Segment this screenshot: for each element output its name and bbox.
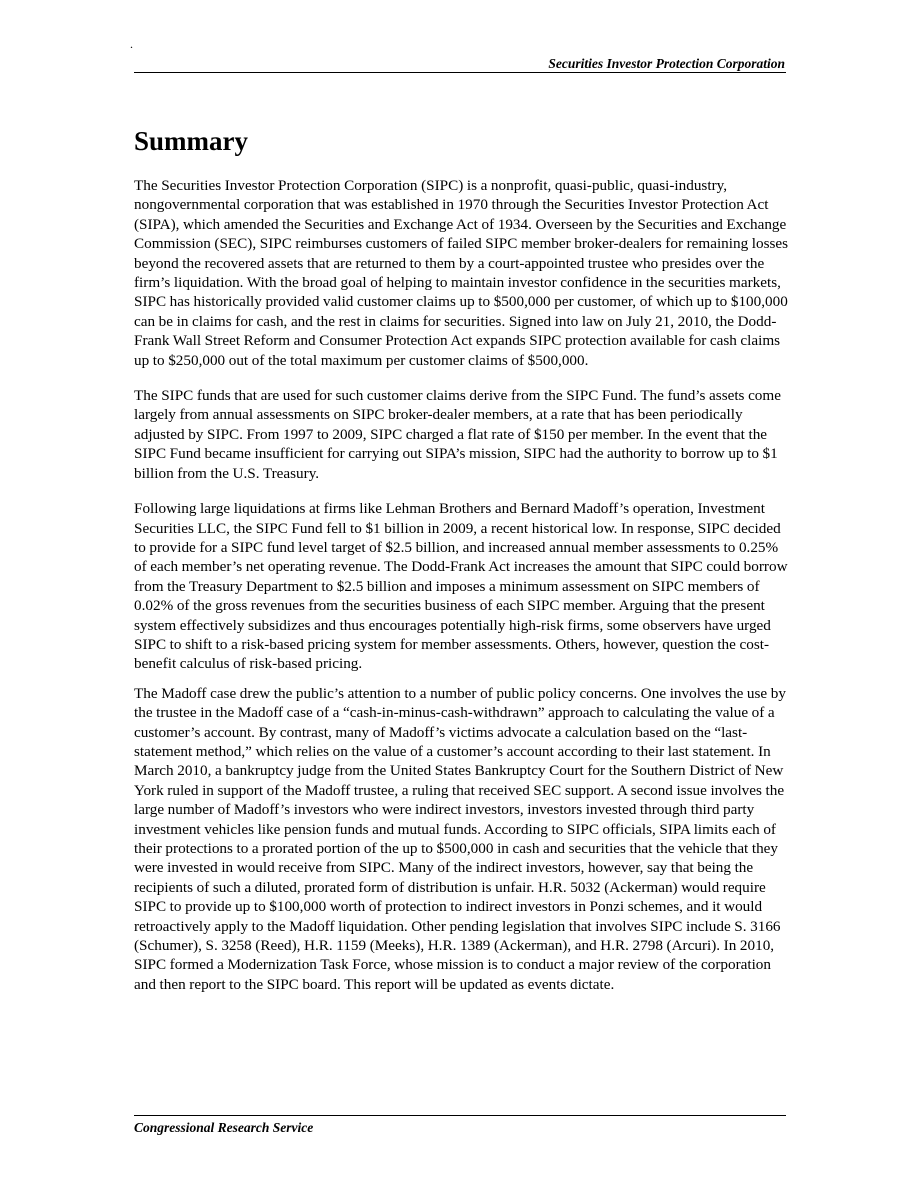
summary-body — [134, 176, 790, 1010]
stray-mark: . — [130, 37, 133, 51]
summary-paragraph-1: The Securities Investor Protection Corporation (SIPC) is a nonprofit, quasi-public, quasi-industry, nongovernmental corporation that was established in 1970 through the Securities Investor Protection Act (SIPA), which amended the Securities and Exchange Act of 1934. Overseen by the Securities and Exchange Commission (SEC), SIPC reimburses customers of failed SIPC member broker-dealers for remaining losses beyond the recovered assets that are returned to them by a court-appointed trustee who presides over the firm’s liquidation. With the broad goal of helping to maintain investor confidence in the securities markets, SIPC has historically provided valid customer claims up to $500,000 per customer, of which up to $100,000 can be in claims for cash, and the rest in claims for securities. Signed into law on July 21, 2010, the Dodd-Frank Wall Street Reform and Consumer Protection Act expands SIPC protection available for cash claims up to $250,000 out of the total maximum per customer claims of $500,000. — [134, 177, 789, 369]
summary-paragraph-2: The SIPC funds that are used for such customer claims derive from the SIPC Fund. The fund’s assets come largely from annual assessments on SIPC broker-dealer members, at a rate that has been periodically adjusted by SIPC. From 1997 to 2009, SIPC charged a flat rate of $150 per member. In the event that the SIPC Fund became insufficient for carrying out SIPA’s mission, SIPC had the authority to borrow up to $1 billion from the U.S. Treasury. — [134, 387, 781, 482]
summary-paragraph-3: Following large liquidations at firms like Lehman Brothers and Bernard Madoff’s operation, Investment Securities LLC, the SIPC Fund fell to $1 billion in 2009, a recent historical low. In response, SIPC decided to provide for a SIPC fund level target of $2.5 billion, and increased annual member assessments to 0.25% of each member’s net operating revenue. The Dodd-Frank Act increases the amount that SIPC could borrow from the Treasury Department to $2.5 billion and imposes a minimum assessment on SIPC members of 0.02% of the gross revenues from the securities business of each SIPC member. Arguing that the present system effectively subsidizes and thus encourages potentially high-risk firms, some observers have urged SIPC to shift to a risk-based pricing system for member assessments. Others, however, question the cost-benefit calculus of risk-based pricing. — [134, 500, 788, 673]
running-header-title: Securities Investor Protection Corporation — [548, 56, 785, 71]
running-footer-source: Congressional Research Service — [134, 1120, 314, 1135]
page-title: Summary — [134, 126, 248, 156]
header-divider — [134, 72, 786, 73]
footer-divider — [134, 1115, 786, 1116]
summary-paragraph-4: The Madoff case drew the public’s attention to a number of public policy concerns. One involves the use by the trustee in the Madoff case of a “cash-in-minus-cash-withdrawn” approach to calculating the value of a customer’s account. By contrast, many of Madoff’s victims advocate a calculation based on the “last-statement method,” which relies on the value of a customer’s account according to their last statement. In March 2010, a bankruptcy judge from the United States Bankruptcy Court for the Southern District of New York ruled in support of the Madoff trustee, a ruling that received SEC support. A second issue involves the large number of Madoff’s investors who were indirect investors, investors invested through third party investment vehicles like pension funds and mutual funds. According to SIPC officials, SIPA limits each of their protections to a prorated portion of the up to $500,000 in cash and securities that the vehicle that they were invested in would receive from SIPC. Many of the indirect investors, however, say that being the recipients of such a diluted, prorated form of distribution is unfair. H.R. 5032 (Ackerman) would require SIPC to provide up to $100,000 worth of protection to indirect investors in Ponzi schemes, and it would retroactively apply to the Madoff liquidation. Other pending legislation that involves SIPC include S. 3166 (Schumer), S. 3258 (Reed), H.R. 1159 (Meeks), H.R. 1389 (Ackerman), and H.R. 2798 (Arcuri). In 2010, SIPC formed a Modernization Task Force, whose mission is to conduct a major review of the corporation and then report to the SIPC board. This report will be updated as events dictate. — [134, 684, 786, 993]
